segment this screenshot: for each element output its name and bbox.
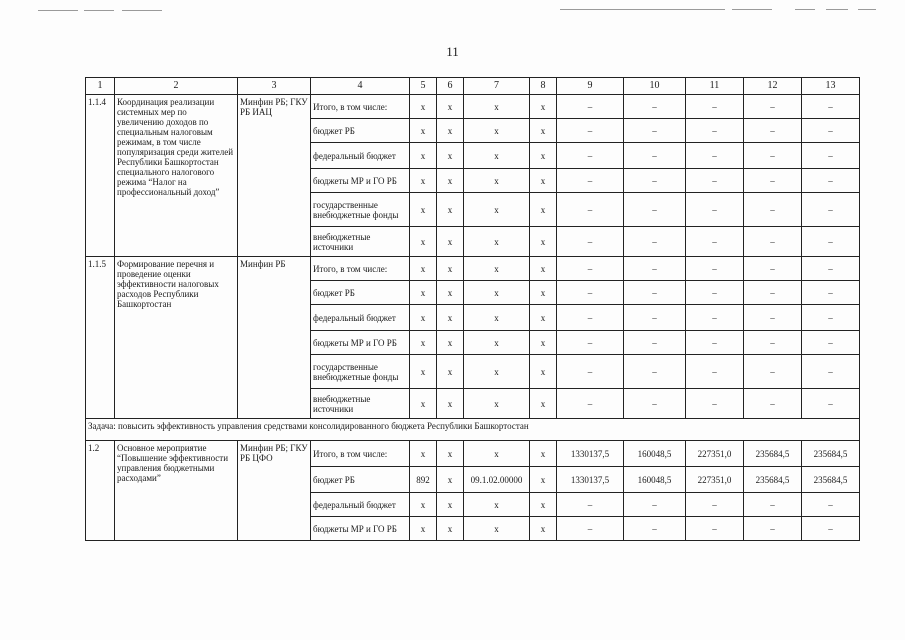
value-cell: – — [802, 193, 860, 227]
column-header: 4 — [311, 78, 410, 95]
value-cell: – — [686, 143, 744, 169]
item-executor: Минфин РБ; ГКУ РБ ИАЦ — [238, 95, 311, 257]
value-cell: – — [624, 193, 686, 227]
value-cell: x — [410, 95, 437, 119]
value-cell: x — [530, 95, 557, 119]
value-cell: x — [410, 441, 437, 467]
value-cell: – — [624, 389, 686, 419]
value-cell: x — [410, 281, 437, 305]
value-cell: – — [624, 119, 686, 143]
funding-source: Итого, в том числе: — [311, 441, 410, 467]
funding-source: федеральный бюджет — [311, 305, 410, 331]
value-cell: – — [557, 95, 624, 119]
value-cell: x — [464, 331, 530, 355]
value-cell: x — [437, 493, 464, 517]
column-header: 5 — [410, 78, 437, 95]
item-name: Основное мероприятие “Повышение эффективности управления бюджетными расходами” — [115, 441, 238, 541]
value-cell: – — [744, 281, 802, 305]
value-cell: – — [624, 517, 686, 541]
scan-artifact-line — [122, 10, 162, 11]
value-cell: – — [802, 227, 860, 257]
funding-source: бюджеты МР и ГО РБ — [311, 331, 410, 355]
value-cell: x — [410, 257, 437, 281]
value-cell: – — [686, 389, 744, 419]
value-cell: – — [686, 331, 744, 355]
value-cell: – — [686, 517, 744, 541]
value-cell: 1330137,5 — [557, 467, 624, 493]
value-cell: x — [437, 441, 464, 467]
value-cell: x — [437, 143, 464, 169]
value-cell: x — [437, 517, 464, 541]
value-cell: – — [686, 257, 744, 281]
value-cell: – — [624, 257, 686, 281]
value-cell: x — [530, 493, 557, 517]
value-cell: – — [624, 493, 686, 517]
item-executor: Минфин РБ; ГКУ РБ ЦФО — [238, 441, 311, 541]
value-cell: – — [557, 169, 624, 193]
value-cell: – — [557, 257, 624, 281]
column-header: 13 — [802, 78, 860, 95]
value-cell: x — [410, 227, 437, 257]
value-cell: x — [437, 257, 464, 281]
funding-source: Итого, в том числе: — [311, 257, 410, 281]
column-header: 1 — [86, 78, 115, 95]
item-code: 1.1.4 — [86, 95, 115, 257]
value-cell: x — [464, 227, 530, 257]
value-cell: x — [464, 441, 530, 467]
value-cell: – — [802, 257, 860, 281]
funding-source: бюджет РБ — [311, 467, 410, 493]
value-cell: 160048,5 — [624, 467, 686, 493]
value-cell: x — [464, 517, 530, 541]
value-cell: – — [802, 119, 860, 143]
value-cell: – — [686, 305, 744, 331]
column-header: 3 — [238, 78, 311, 95]
value-cell: – — [557, 281, 624, 305]
task-row — [86, 419, 860, 441]
value-cell: x — [464, 355, 530, 389]
funding-source: бюджет РБ — [311, 281, 410, 305]
value-cell: x — [437, 389, 464, 419]
column-header: 2 — [115, 78, 238, 95]
value-cell: – — [744, 227, 802, 257]
value-cell: – — [744, 257, 802, 281]
value-cell: – — [686, 493, 744, 517]
scan-artifact-line — [795, 9, 815, 10]
item-name: Координация реализации системных мер по увеличению доходов по специальным налоговым режимам, в том числе популяризация среди жителей Республики Башкортостан специального налогового режима “Налог на профессиональный доход” — [115, 95, 238, 257]
value-cell: – — [802, 143, 860, 169]
value-cell: x — [464, 281, 530, 305]
value-cell: – — [624, 305, 686, 331]
value-cell: 235684,5 — [802, 467, 860, 493]
value-cell: x — [530, 389, 557, 419]
value-cell: – — [557, 331, 624, 355]
value-cell: x — [437, 169, 464, 193]
value-cell: – — [686, 95, 744, 119]
value-cell: – — [557, 355, 624, 389]
table-row — [86, 95, 860, 119]
value-cell: – — [686, 193, 744, 227]
funding-source: федеральный бюджет — [311, 493, 410, 517]
value-cell: x — [464, 143, 530, 169]
value-cell: – — [686, 281, 744, 305]
value-cell: – — [557, 193, 624, 227]
value-cell: x — [464, 169, 530, 193]
column-header: 7 — [464, 78, 530, 95]
item-code: 1.1.5 — [86, 257, 115, 419]
value-cell: x — [530, 517, 557, 541]
value-cell: – — [557, 119, 624, 143]
value-cell: x — [464, 95, 530, 119]
column-header: 12 — [744, 78, 802, 95]
value-cell: x — [464, 389, 530, 419]
value-cell: – — [557, 305, 624, 331]
value-cell: x — [530, 143, 557, 169]
value-cell: 235684,5 — [744, 467, 802, 493]
value-cell: – — [744, 331, 802, 355]
scan-artifact-line — [732, 9, 772, 10]
item-executor: Минфин РБ — [238, 257, 311, 419]
scan-artifact-line — [84, 10, 114, 11]
header-row — [86, 78, 860, 95]
funding-source: внебюджетные источники — [311, 389, 410, 419]
value-cell: x — [410, 169, 437, 193]
value-cell: 1330137,5 — [557, 441, 624, 467]
value-cell: x — [464, 257, 530, 281]
value-cell: – — [686, 169, 744, 193]
funding-source: федеральный бюджет — [311, 143, 410, 169]
value-cell: – — [624, 169, 686, 193]
item-code: 1.2 — [86, 441, 115, 541]
value-cell: – — [744, 517, 802, 541]
value-cell: x — [530, 257, 557, 281]
column-header: 11 — [686, 78, 744, 95]
scan-artifact-line — [38, 10, 78, 11]
value-cell: – — [557, 227, 624, 257]
item-name: Формирование перечня и проведение оценки эффективности налоговых расходов Республики Башкортостан — [115, 257, 238, 419]
value-cell: x — [410, 355, 437, 389]
value-cell: 235684,5 — [802, 441, 860, 467]
value-cell: x — [410, 193, 437, 227]
value-cell: x — [530, 467, 557, 493]
value-cell: – — [744, 389, 802, 419]
value-cell: x — [530, 281, 557, 305]
value-cell: x — [410, 493, 437, 517]
value-cell: – — [744, 169, 802, 193]
table-row — [86, 441, 860, 467]
scan-artifact-line — [858, 9, 876, 10]
value-cell: – — [624, 355, 686, 389]
value-cell: – — [686, 355, 744, 389]
value-cell: x — [410, 305, 437, 331]
value-cell: x — [464, 119, 530, 143]
value-cell: – — [557, 389, 624, 419]
column-header: 10 — [624, 78, 686, 95]
value-cell: x — [437, 193, 464, 227]
value-cell: – — [744, 493, 802, 517]
value-cell: x — [437, 281, 464, 305]
value-cell: – — [802, 355, 860, 389]
funding-source: бюджеты МР и ГО РБ — [311, 517, 410, 541]
value-cell: – — [624, 227, 686, 257]
column-header: 6 — [437, 78, 464, 95]
funding-source: Итого, в том числе: — [311, 95, 410, 119]
value-cell: x — [437, 355, 464, 389]
value-cell: – — [624, 331, 686, 355]
value-cell: – — [624, 95, 686, 119]
value-cell: – — [744, 305, 802, 331]
funding-source: государственные внебюджетные фонды — [311, 355, 410, 389]
value-cell: x — [437, 227, 464, 257]
value-cell: 227351,0 — [686, 441, 744, 467]
value-cell: x — [437, 467, 464, 493]
value-cell: x — [410, 143, 437, 169]
value-cell: x — [530, 119, 557, 143]
value-cell: x — [530, 331, 557, 355]
value-cell: x — [464, 305, 530, 331]
value-cell: 160048,5 — [624, 441, 686, 467]
value-cell: – — [686, 119, 744, 143]
value-cell: x — [410, 389, 437, 419]
value-cell: 09.1.02.00000 — [464, 467, 530, 493]
value-cell: – — [557, 517, 624, 541]
value-cell: – — [557, 493, 624, 517]
funding-source: государственные внебюджетные фонды — [311, 193, 410, 227]
value-cell: – — [802, 331, 860, 355]
budget-table — [85, 77, 860, 541]
value-cell: – — [802, 281, 860, 305]
value-cell: x — [530, 169, 557, 193]
value-cell: x — [437, 331, 464, 355]
value-cell: – — [802, 169, 860, 193]
page-number: 11 — [446, 44, 459, 59]
value-cell: – — [686, 227, 744, 257]
column-header: 9 — [557, 78, 624, 95]
value-cell: – — [557, 143, 624, 169]
value-cell: x — [437, 95, 464, 119]
value-cell: – — [744, 193, 802, 227]
scan-artifact-line — [826, 9, 848, 10]
task-text: Задача: повысить эффективность управления средствами консолидированного бюджета Республики Башкортостан — [86, 419, 860, 441]
value-cell: 892 — [410, 467, 437, 493]
value-cell: – — [802, 493, 860, 517]
value-cell: – — [802, 305, 860, 331]
value-cell: x — [437, 119, 464, 143]
value-cell: – — [802, 517, 860, 541]
value-cell: x — [437, 305, 464, 331]
value-cell: x — [464, 193, 530, 227]
value-cell: x — [410, 517, 437, 541]
value-cell: – — [744, 143, 802, 169]
value-cell: x — [464, 493, 530, 517]
value-cell: x — [410, 119, 437, 143]
value-cell: x — [530, 305, 557, 331]
value-cell: – — [744, 355, 802, 389]
table-row — [86, 257, 860, 281]
scan-artifact-line — [560, 9, 725, 10]
value-cell: – — [802, 95, 860, 119]
value-cell: – — [802, 389, 860, 419]
value-cell: x — [530, 441, 557, 467]
value-cell: 235684,5 — [744, 441, 802, 467]
funding-source: бюджет РБ — [311, 119, 410, 143]
value-cell: x — [530, 193, 557, 227]
value-cell: – — [624, 143, 686, 169]
value-cell: x — [410, 331, 437, 355]
value-cell: x — [530, 227, 557, 257]
funding-source: бюджеты МР и ГО РБ — [311, 169, 410, 193]
value-cell: – — [624, 281, 686, 305]
funding-source: внебюджетные источники — [311, 227, 410, 257]
value-cell: – — [744, 119, 802, 143]
value-cell: 227351,0 — [686, 467, 744, 493]
column-header: 8 — [530, 78, 557, 95]
value-cell: – — [744, 95, 802, 119]
value-cell: x — [530, 355, 557, 389]
